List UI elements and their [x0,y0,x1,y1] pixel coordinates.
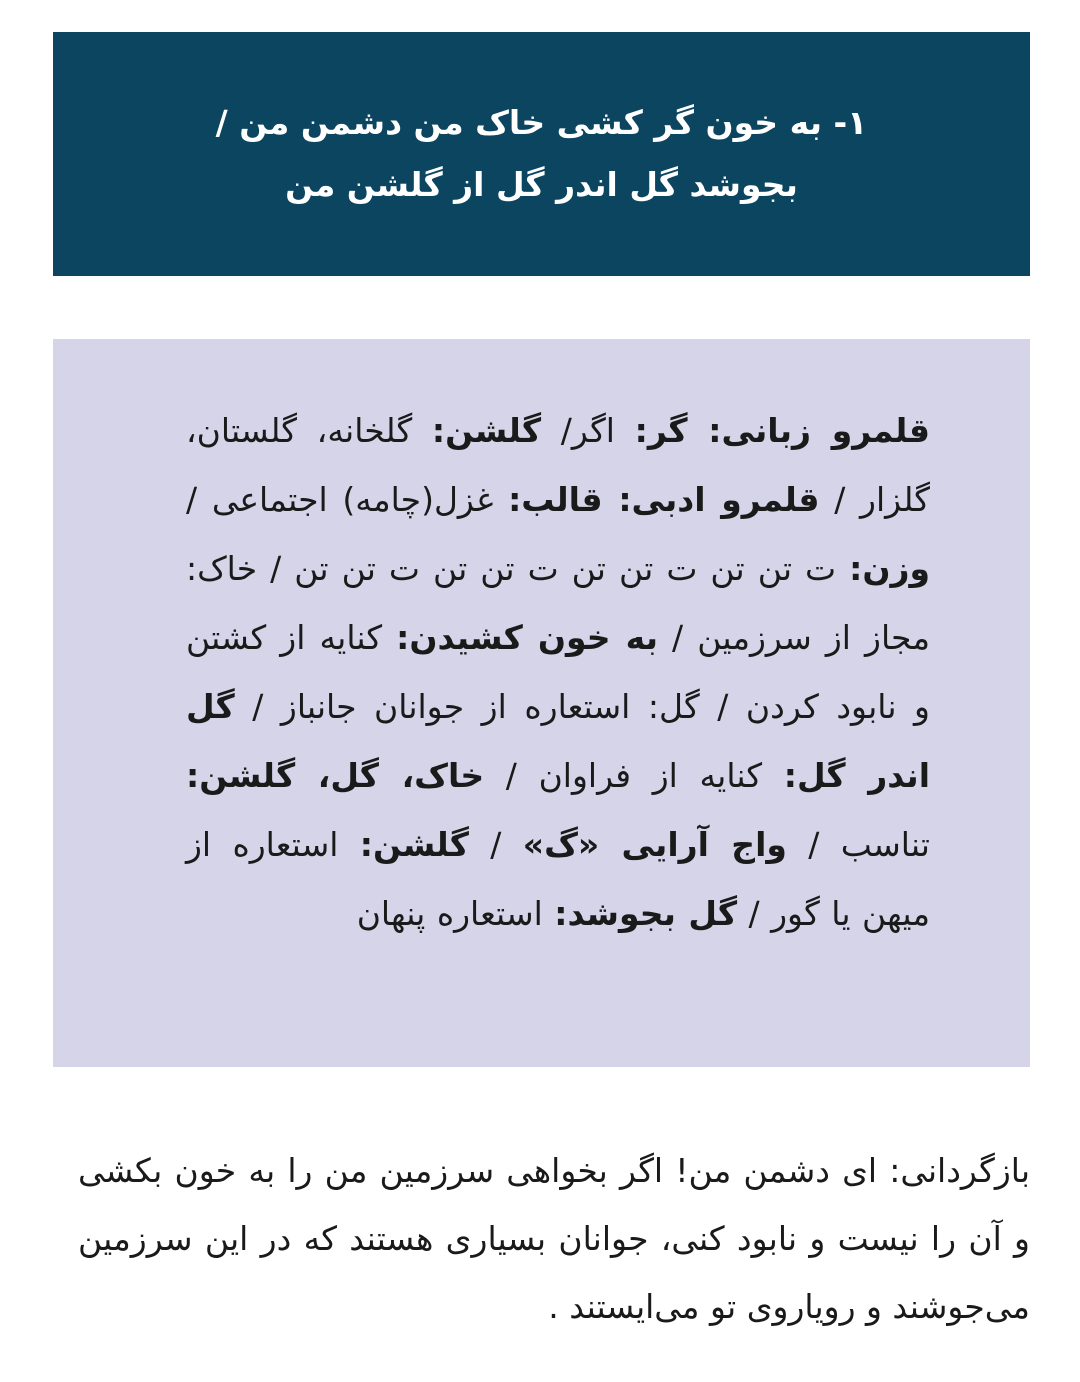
analysis-label: قلمرو ادبی: قالب: [508,480,820,519]
analysis-value: / [468,825,523,864]
analysis-label: گل بجوشد: [554,894,738,933]
analysis-label: گل اندر گل: [186,687,931,795]
verse-line-1: ۱- به خون گر کشی خاک من دشمن من / [215,103,868,142]
analysis-label: واج آرایی «گ» [522,825,787,864]
paraphrase-text: بازگردانی: ای دشمن من! اگر بخواهی سرزمین من را به خون بکشی و آن را نیست و نابود کنی، جوانان بسیاری هستند که در این سرزمین می‌جوشند و رویاروی تو می‌ایستند . [78,1151,1030,1326]
analysis-value: استعاره پنهان [356,894,555,933]
analysis-label: وزن: [849,549,930,588]
analysis-value: ت تن تن ت تن تن ت تن تن ت تن تن / خاک: مجاز از سرزمین / [186,549,930,657]
analysis-box [53,339,1030,1067]
analysis-label: گلشن: [431,411,542,450]
analysis-label: به خون کشیدن: [396,618,658,657]
analysis-value: غزل(چامه) اجتماعی / [186,480,509,519]
verse-box [53,32,1030,276]
analysis-label: خاک، گل، گلشن: [186,756,485,795]
analysis-label: گلشن: [359,825,469,864]
analysis-value: اگر/ [541,411,635,450]
analysis-text [186,396,930,948]
analysis-value: گلخانه، گلستان، گلزار / [186,411,930,519]
verse-line-2: بجوشد گل اندر گل از گلشن من [285,165,798,204]
analysis-value: استعاره از میهن یا گور / [186,825,930,933]
analysis-value: کنایه از کشتن و نابود کردن / گل: استعاره از جوانان جانباز / [186,618,930,726]
analysis-value: کنایه از فراوان / [484,756,784,795]
analysis-value: تناسب / [786,825,930,864]
analysis-label: قلمرو زبانی: گر: [634,411,930,450]
